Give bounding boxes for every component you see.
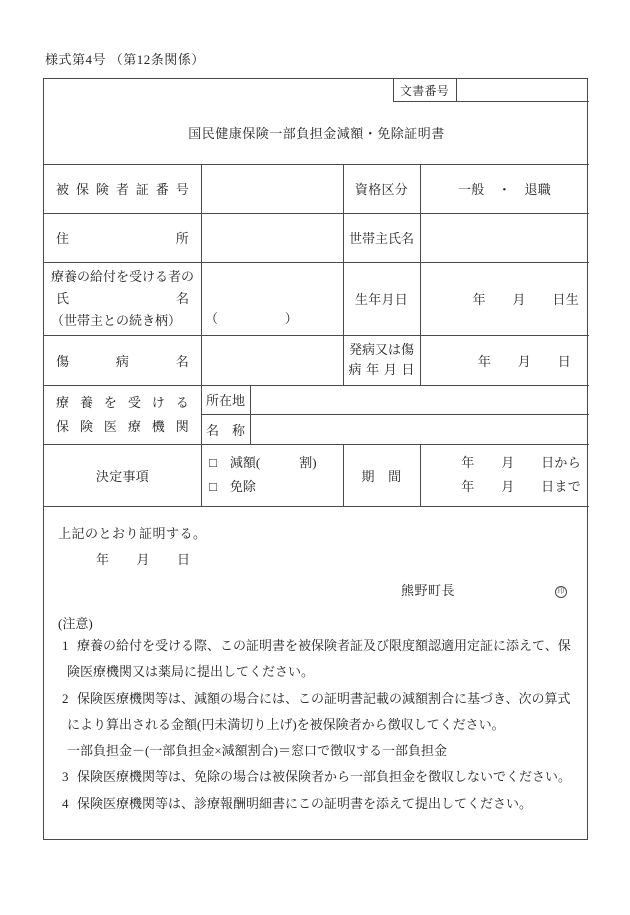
decision-label: 決定事項 (95, 468, 150, 484)
decision-options (201, 444, 343, 506)
doc-number-field (456, 79, 589, 101)
qualification-options: 一般 ・ 退職 (457, 182, 552, 197)
relationship-paren: （ ） (205, 311, 299, 326)
recipient-label-line2: 氏名 (56, 290, 189, 306)
note-text: 保険医療機関等は、診療報酬明細書にこの証明書を添えて提出してください。 (77, 795, 533, 811)
facility-name-label-text: 名称 (206, 422, 245, 438)
note-line (62, 686, 589, 712)
period-to: 年 月 日まで (461, 479, 581, 494)
note-item (44, 686, 589, 765)
recipient-name-field (201, 262, 343, 335)
disease-name-label (44, 335, 201, 385)
certify-statement: 上記のとおり証明する。 (58, 526, 207, 541)
note-line: 険医療機関又は薬局に提出してください。 (67, 664, 315, 680)
mayor-title: 熊野町長 (401, 583, 456, 598)
doc-number-label: 文書番号 (399, 83, 450, 98)
householder-field (420, 213, 589, 262)
page-title: 国民健康保険一部負担金減額・免除証明書 (188, 126, 445, 141)
period-values (420, 444, 589, 506)
facility-label (44, 385, 201, 444)
onset-label-line2: 病年月日 (348, 362, 415, 377)
insured-number-label (44, 164, 201, 213)
note-item (44, 791, 589, 817)
birthdate-label: 生年月日 (354, 292, 409, 307)
exemption-option-label: 免除 (229, 479, 256, 494)
facility-location-label-text: 所在地 (206, 393, 246, 408)
insured-number-field (201, 164, 343, 213)
onset-date-value: 年 月 日 (477, 353, 571, 369)
householder-label: 世帯主氏名 (348, 231, 414, 246)
recipient-label-line3: （世帯主との続き柄） (51, 312, 182, 328)
note-line (62, 791, 589, 817)
onset-label-line1: 発病又は傷 (348, 342, 414, 357)
reduction-option-label: 減額( 割) (229, 455, 317, 470)
form-box (43, 78, 588, 840)
facility-name-label (201, 414, 250, 444)
facility-label-lines (56, 391, 189, 439)
insured-number-label-text: 被保険者証番号 (56, 182, 189, 197)
address-label (44, 213, 201, 262)
facility-location-field (250, 385, 589, 414)
note-line: 一部負担金－(一部負担金×減額割合)＝窓口で徴収する一部負担金 (67, 743, 447, 759)
address-field (201, 213, 343, 262)
notes-title: (注意) (58, 616, 93, 631)
note-line (62, 764, 589, 790)
facility-name-field (250, 414, 589, 444)
period-values-lines (420, 451, 581, 499)
seal-mark-wrap (555, 581, 567, 598)
note-number: 2 (62, 690, 69, 706)
note-item (44, 764, 589, 790)
recipient-label-line1: 療養の給付を受ける者の (51, 268, 195, 284)
form-number: 様式第4号 （第12条関係） (45, 52, 205, 67)
facility-label-line1: 療養を受ける (56, 394, 189, 410)
note-text: 療養の給付を受ける際、この証明書を被保険者証及び限度額認適用定証に添えて、保 (77, 638, 571, 653)
note-number: 4 (62, 795, 69, 811)
recipient-name-label-lines (51, 266, 194, 332)
certify-date: 年 月 日 (96, 552, 191, 567)
note-number: 3 (62, 769, 69, 785)
note-text: 保険医療機関等は、減額の場合には、この証明書記載の減額割合に基づき、次の算式 (77, 690, 571, 706)
decision-options-lines (209, 451, 343, 499)
reduction-checkbox: □ (209, 455, 217, 470)
birthdate-value: 年 月 日生 (472, 292, 579, 307)
facility-label-line2: 保険医療機関 (56, 418, 189, 434)
note-text: 保険医療機関等は、免除の場合は被保険者から一部負担金を徴収しないでください。 (77, 769, 572, 785)
recipient-name-label (44, 262, 201, 335)
seal-icon: 印 (555, 586, 567, 598)
grid-line (44, 506, 589, 507)
notes-list (44, 633, 589, 817)
period-label: 期 間 (361, 468, 402, 484)
onset-date-label-lines (349, 340, 415, 380)
period-from: 年 月 日から (461, 455, 581, 470)
disease-name-field (201, 335, 343, 385)
note-item (44, 633, 589, 686)
disease-name-label-text: 傷病名 (56, 353, 189, 369)
note-line: により算出される金額(円未満切り上げ)を被保険者から徴収してください。 (67, 716, 505, 732)
onset-date-label (343, 335, 420, 385)
reduction-option (209, 451, 343, 475)
qualification-label: 資格区分 (354, 182, 409, 197)
exemption-checkbox: □ (209, 479, 217, 494)
facility-location-label (201, 385, 250, 414)
exemption-option (209, 475, 343, 499)
note-line (62, 633, 589, 659)
address-label-text: 住所 (56, 231, 189, 246)
note-number: 1 (62, 638, 69, 653)
